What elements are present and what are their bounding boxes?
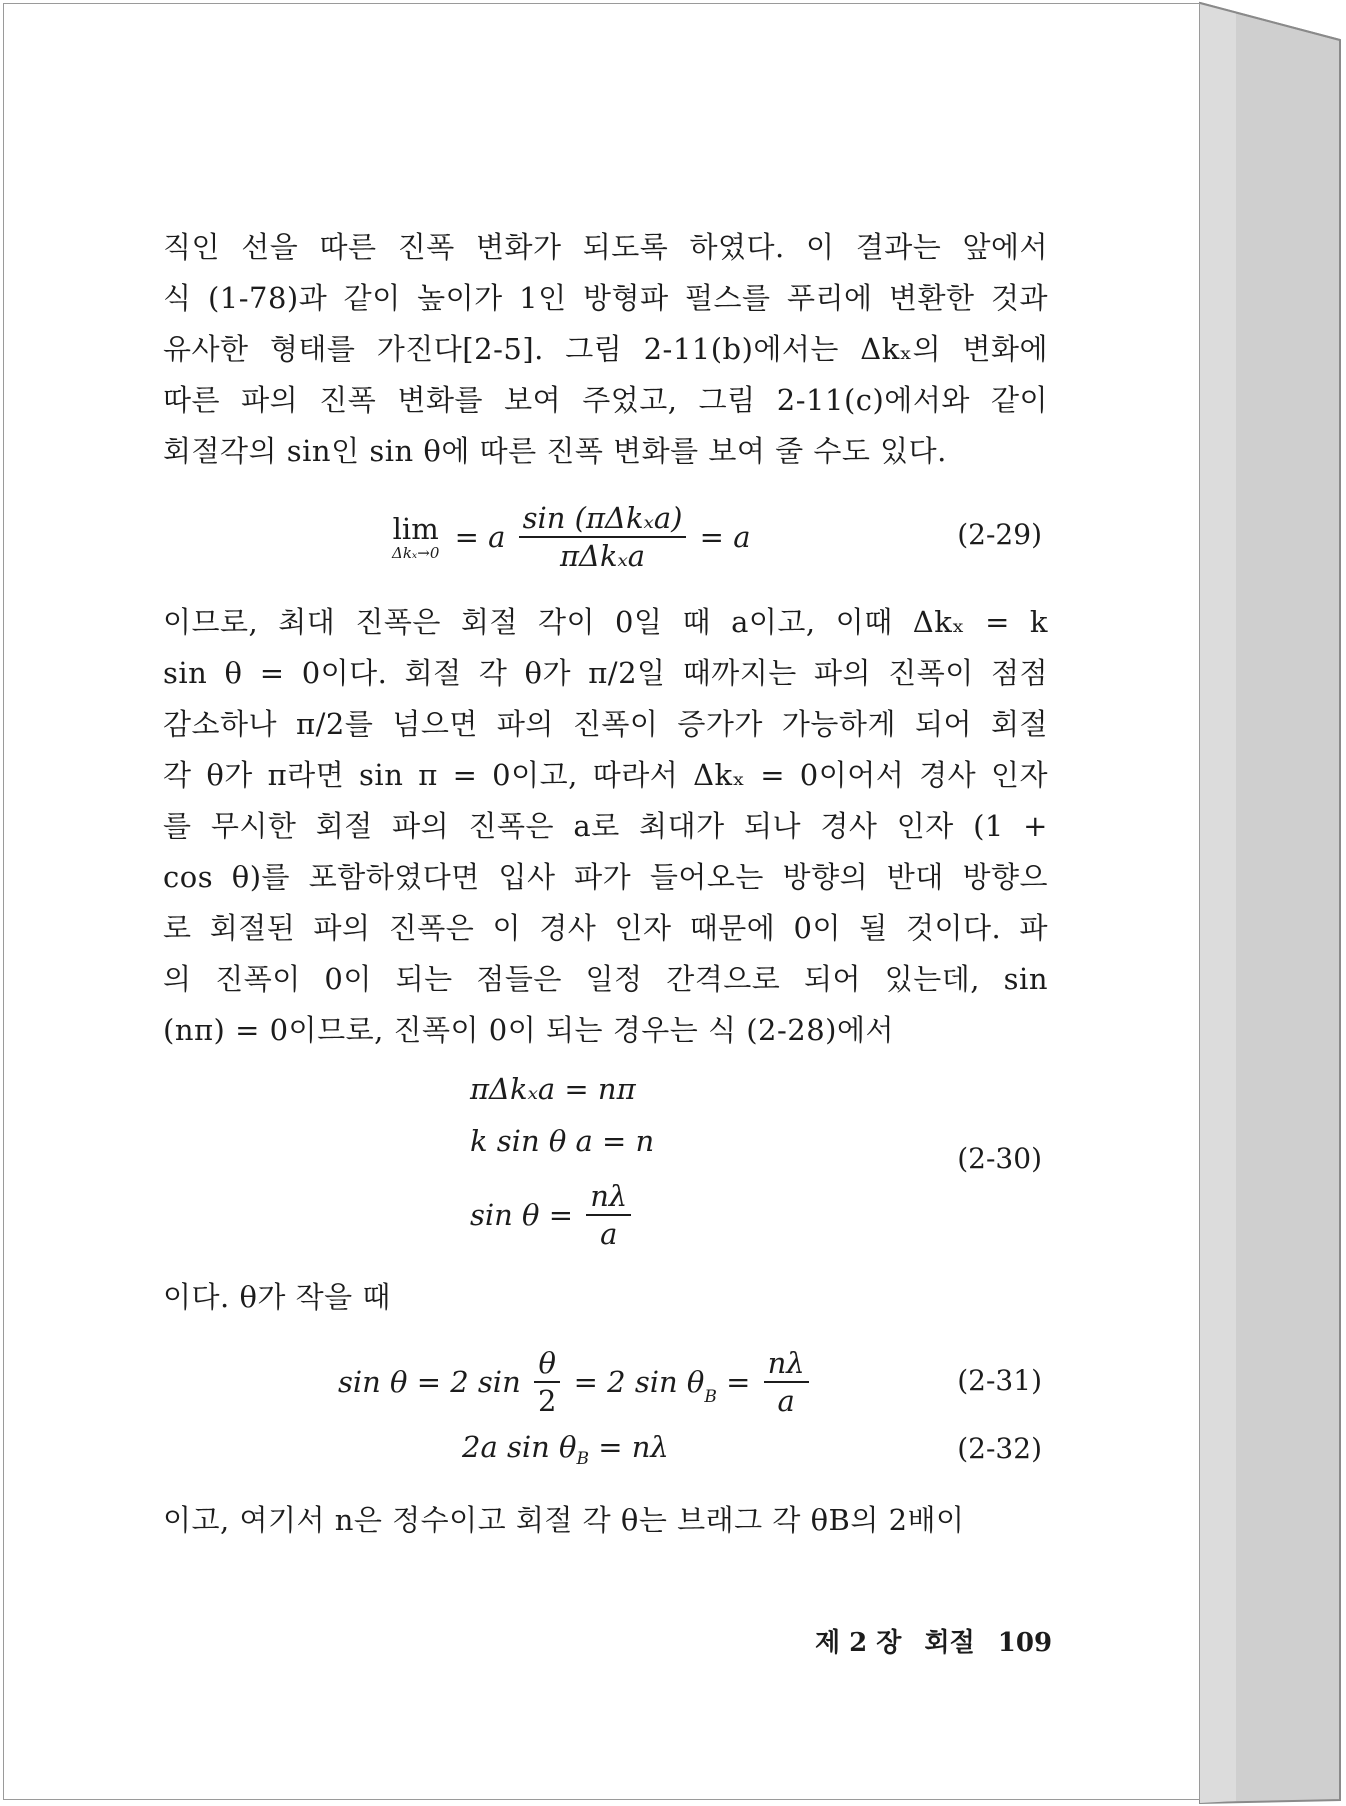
- fraction: $\frac{\text{sin (πΔkₓa)}}{\text{πΔkₓa}}$: [519, 500, 687, 574]
- equation-2-31: sin θ = 2 sin $\frac{\theta}{2}$ = 2 $\sin \theta_B$ = $\frac{n\lambda}{a}$: [338, 1345, 813, 1419]
- text-line: 식 (1-78)과 같이 높이가 1인 방형파 펄스를 푸리에 변환한 것과: [163, 281, 1048, 315]
- text-line: 직인 선을 따른 진폭 변화가 되도록 하였다. 이 결과는 앞에서: [163, 230, 1048, 264]
- paragraph-4: [163, 1495, 1048, 1546]
- paragraph-1: [163, 222, 1048, 477]
- equation-2-29: [392, 500, 750, 574]
- text-line: 이고, 여기서 n은 정수이고 회절 각 θ는 브래그 각 θB의 2배이: [163, 1503, 965, 1537]
- equation-2-30-line-1: πΔkₓa = nπ: [470, 1072, 636, 1106]
- text-line: 이므로, 최대 진폭은 회절 각이 0일 때 a이고, 이때 Δkₓ = k: [163, 605, 1048, 639]
- equation-term: = a: [454, 520, 506, 554]
- equation-term: = a: [699, 520, 751, 554]
- page-footer: [815, 1622, 1052, 1659]
- equation-2-30-line-3: sin θ = $\frac{n\lambda}{a}$: [470, 1178, 635, 1252]
- text-line: 로 회절된 파의 진폭은 이 경사 인자 때문에 0이 될 것이다. 파: [163, 911, 1048, 945]
- text-line: 를 무시한 회절 파의 진폭은 a로 최대가 되나 경사 인자 (1 +: [163, 809, 1048, 843]
- paragraph-3: [163, 1272, 1048, 1323]
- equation-2-30-line-2: k sin θ a = n: [470, 1124, 655, 1158]
- footer-chapter: 제 2 장: [815, 1628, 902, 1658]
- text-line: 이다. θ가 작을 때: [163, 1280, 391, 1314]
- text-line: (nπ) = 0이므로, 진폭이 0이 되는 경우는 식 (2-28)에서: [163, 1013, 895, 1047]
- equation-number: (2-30): [957, 1142, 1042, 1175]
- fraction: $\frac{n\lambda}{a}$: [764, 1345, 809, 1419]
- text-line: 유사한 형태를 가진다[2-5]. 그림 2-11(b)에서는 Δkₓ의 변화에: [163, 332, 1048, 366]
- text-line: 회절각의 sin인 sin θ에 따른 진폭 변화를 보여 줄 수도 있다.: [163, 434, 947, 468]
- limit-operator: lim Δkₓ→0: [392, 512, 440, 562]
- text-line: cos θ)를 포함하였다면 입사 파가 들어오는 방향의 반대 방향으: [163, 860, 1048, 894]
- equation-2-32: 2a $\sin \theta_B = n\lambda$: [462, 1430, 669, 1469]
- text-line: 감소하나 π/2를 넘으면 파의 진폭이 증가가 가능하게 되어 회절: [163, 707, 1048, 741]
- text-line: 각 θ가 π라면 sin π = 0이고, 따라서 Δkₓ = 0이어서 경사 인자: [163, 758, 1048, 792]
- text-line: sin θ = 0이다. 회절 각 θ가 π/2일 때까지는 파의 진폭이 점점: [163, 656, 1048, 690]
- equation-number: (2-32): [957, 1432, 1042, 1465]
- text-line: 따른 파의 진폭 변화를 보여 주었고, 그림 2-11(c)에서와 같이: [163, 383, 1048, 417]
- footer-title: 회절: [924, 1628, 975, 1658]
- equation-number: (2-29): [957, 518, 1042, 551]
- paragraph-2: [163, 597, 1048, 1056]
- text-line: 의 진폭이 0이 되는 점들은 일정 간격으로 되어 있는데, sin: [163, 962, 1048, 996]
- fraction: $\frac{\theta}{2}$: [534, 1345, 560, 1419]
- page-number: 109: [997, 1628, 1053, 1658]
- fraction: $\frac{n\lambda}{a}$: [586, 1178, 631, 1252]
- equation-number: (2-31): [957, 1364, 1042, 1397]
